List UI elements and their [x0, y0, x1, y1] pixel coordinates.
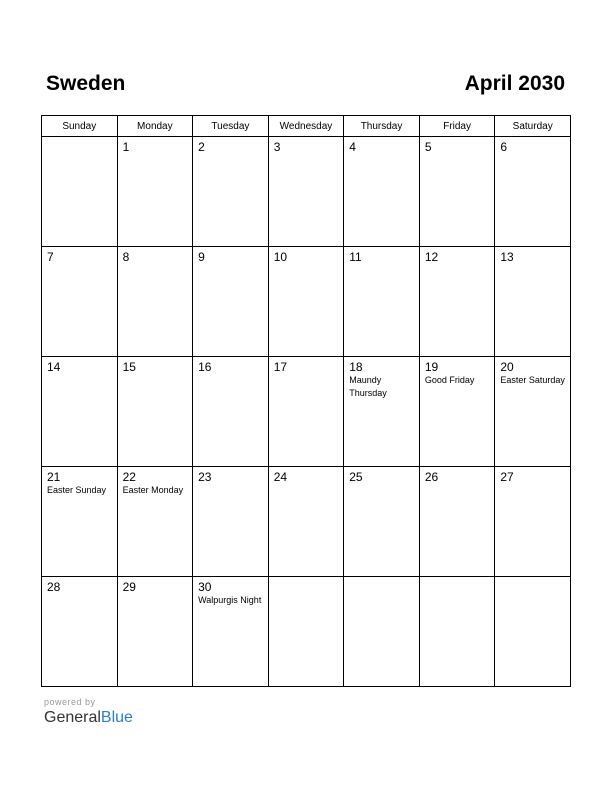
day-number: 16	[198, 360, 212, 374]
day-cell	[42, 247, 118, 357]
day-number: 4	[349, 140, 356, 154]
weekday-header: Monday	[117, 116, 193, 137]
day-number: 19	[424, 360, 439, 374]
day-cell	[495, 357, 571, 467]
day-number	[495, 577, 570, 580]
calendar-grid	[41, 115, 571, 687]
week-row	[42, 137, 571, 247]
day-number: 11	[349, 250, 362, 264]
weekday-header: Thursday	[344, 116, 420, 137]
day-number: 28	[47, 580, 61, 594]
day-number: 2	[198, 140, 205, 154]
day-number: 10	[273, 250, 288, 264]
day-cell	[268, 467, 344, 577]
day-cell	[419, 247, 495, 357]
day-number: 3	[273, 140, 281, 154]
weekday-header-row	[42, 116, 571, 137]
day-number: 18	[349, 360, 363, 374]
day-number: 24	[273, 470, 288, 484]
holiday-label: Easter Sunday	[47, 485, 107, 495]
day-cell	[268, 577, 344, 687]
day-number: 15	[122, 360, 136, 374]
day-cell	[193, 247, 269, 357]
day-number	[42, 137, 117, 140]
day-number: 7	[47, 250, 54, 264]
day-cell	[344, 137, 420, 247]
holiday-label: Easter Monday	[122, 485, 184, 495]
day-cell	[42, 577, 118, 687]
holiday-label: Maundy Thursday	[349, 375, 387, 398]
day-cell	[344, 577, 420, 687]
day-cell	[419, 137, 495, 247]
week-row	[42, 577, 571, 687]
holiday-label: Walpurgis Night	[198, 595, 262, 605]
brand-general: General	[44, 709, 101, 726]
day-cell	[419, 577, 495, 687]
day-cell	[193, 357, 269, 467]
month-year-title: April 2030	[464, 72, 565, 95]
day-cell	[42, 467, 118, 577]
brand-blue: Blue	[100, 709, 133, 726]
day-number	[420, 577, 495, 580]
day-number: 23	[198, 470, 212, 484]
day-cell	[193, 577, 269, 687]
day-number: 22	[122, 470, 136, 484]
day-number	[269, 577, 344, 580]
day-cell	[268, 357, 344, 467]
day-cell	[193, 137, 269, 247]
week-row	[42, 467, 571, 577]
weekday-header: Friday	[419, 116, 495, 137]
country-title: Sweden	[46, 72, 126, 95]
holiday-label: Easter Saturday	[500, 375, 565, 385]
weekday-header: Sunday	[42, 116, 118, 137]
day-cell	[344, 247, 420, 357]
day-number: 20	[500, 360, 514, 374]
day-cell	[117, 467, 193, 577]
generalblue-logo	[44, 697, 133, 728]
day-cell	[344, 357, 420, 467]
day-cell	[495, 137, 571, 247]
day-number: 12	[424, 250, 439, 264]
day-number: 13	[500, 250, 514, 264]
day-number: 21	[47, 470, 61, 484]
day-cell	[419, 467, 495, 577]
day-cell	[193, 467, 269, 577]
day-cell	[344, 467, 420, 577]
holiday-label: Good Friday	[424, 375, 475, 385]
weekday-header: Saturday	[495, 116, 571, 137]
day-cell	[495, 247, 571, 357]
day-cell	[117, 247, 193, 357]
day-cell	[495, 467, 571, 577]
day-number: 29	[122, 580, 136, 594]
weekday-header: Tuesday	[193, 116, 269, 137]
day-number: 17	[273, 360, 288, 374]
day-cell	[42, 137, 118, 247]
day-number: 1	[122, 140, 130, 154]
weekday-header: Wednesday	[268, 116, 344, 137]
day-number: 8	[122, 250, 130, 264]
day-number: 9	[198, 250, 205, 264]
day-cell	[268, 247, 344, 357]
day-cell	[268, 137, 344, 247]
day-number: 5	[424, 140, 432, 154]
day-number: 26	[424, 470, 439, 484]
day-cell	[117, 577, 193, 687]
day-number: 30	[198, 580, 212, 594]
powered-by-text: powered by	[44, 697, 96, 707]
week-row	[42, 357, 571, 467]
day-cell	[419, 357, 495, 467]
day-cell	[42, 357, 118, 467]
day-cell	[117, 137, 193, 247]
brand-name	[44, 708, 133, 728]
day-cell	[117, 357, 193, 467]
day-cell	[495, 577, 571, 687]
week-row	[42, 247, 571, 357]
day-number	[344, 577, 419, 580]
day-number: 6	[500, 140, 508, 154]
day-number: 25	[349, 470, 363, 484]
day-number: 27	[500, 470, 514, 484]
day-number: 14	[47, 360, 61, 374]
